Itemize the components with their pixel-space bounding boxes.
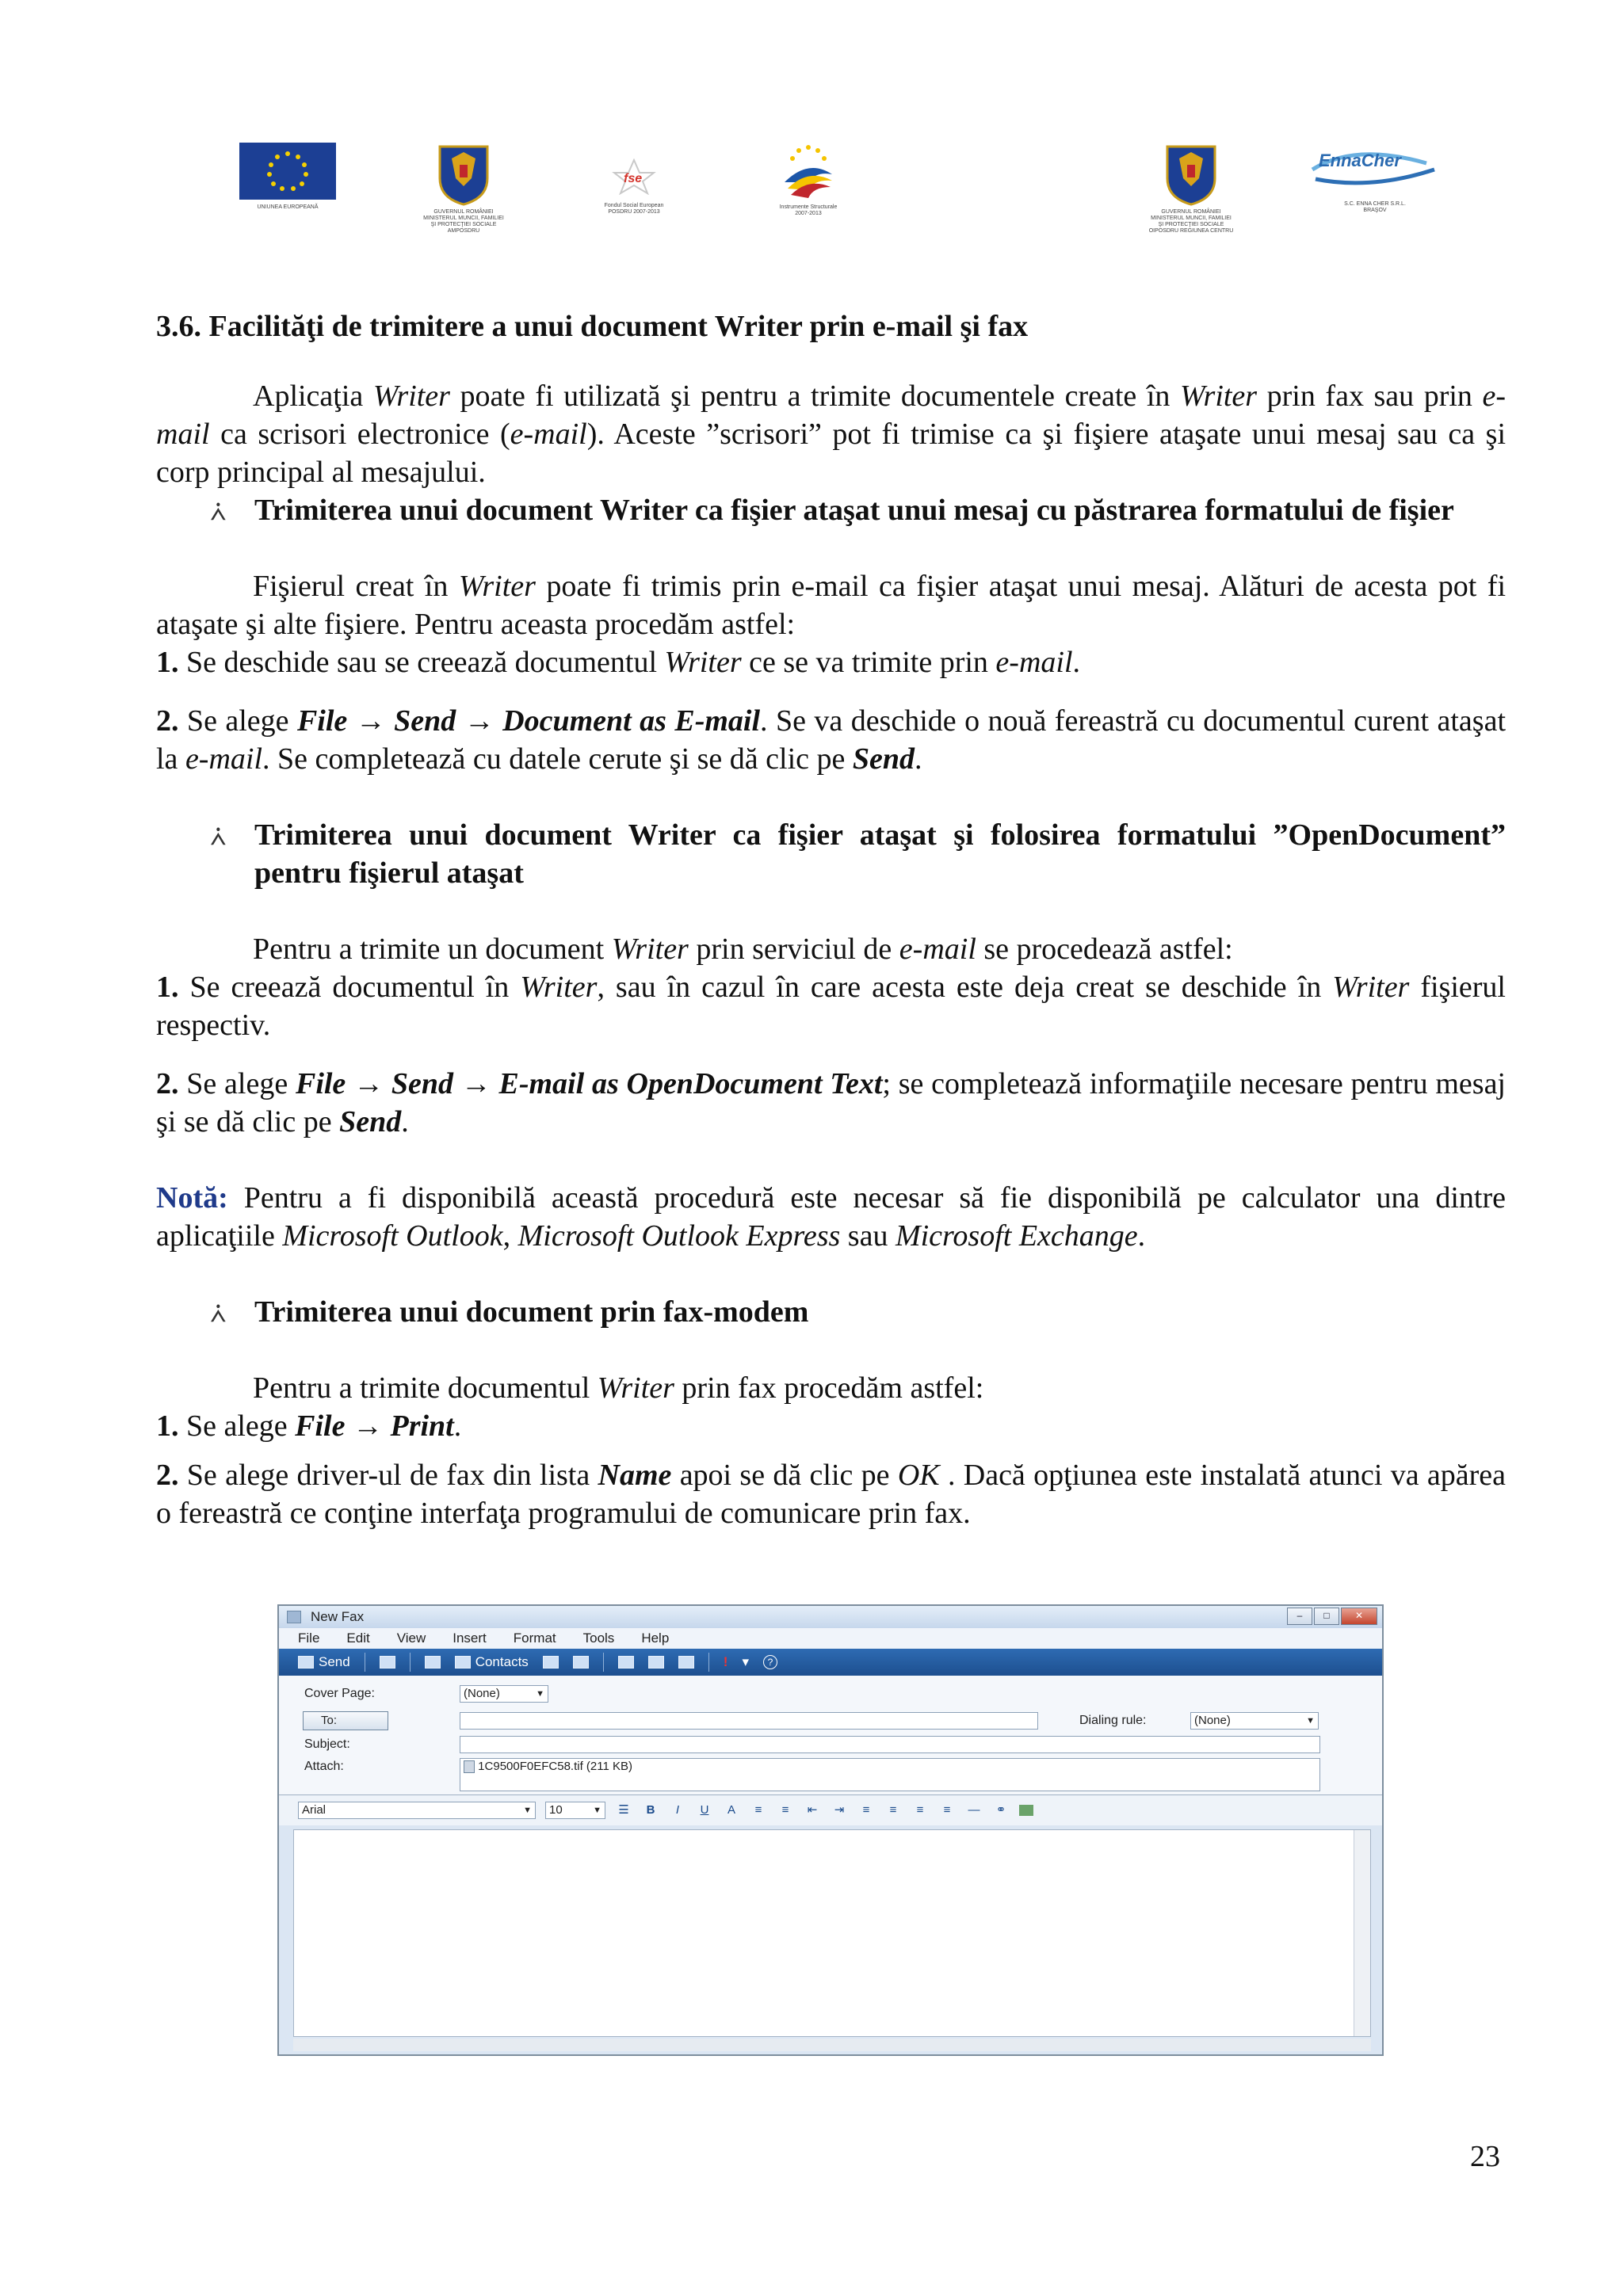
paragraph-style-icon[interactable]: ☰ xyxy=(618,1803,629,1817)
justify-icon[interactable]: ≡ xyxy=(943,1803,951,1817)
fse-caption: Fondul Social European POSDRU 2007-2013 xyxy=(604,203,664,215)
decrease-indent-icon[interactable]: ⇤ xyxy=(807,1803,818,1817)
menu-file[interactable]: File xyxy=(298,1630,320,1646)
priority-icon[interactable]: ! xyxy=(723,1654,728,1669)
file-icon xyxy=(464,1760,475,1773)
align-right-icon[interactable]: ≡ xyxy=(916,1803,924,1817)
attach-list[interactable] xyxy=(460,1758,1320,1791)
ennacher-logo xyxy=(1308,146,1442,213)
menu-help[interactable]: Help xyxy=(641,1630,670,1646)
header-logos xyxy=(230,143,1442,254)
section-heading: 3.6. Facilităţi de trimitere a unui document Writer prin e-mail şi fax xyxy=(156,310,1029,343)
bullet3-step-1: 1. Se alege File → Print. xyxy=(156,1409,462,1443)
underline-icon[interactable]: U xyxy=(700,1803,709,1817)
contacts-icon xyxy=(455,1656,471,1669)
bullet-heading-2: ⩑ Trimiterea unui document Writer ca fişier ataşat şi folosirea formatului ”OpenDocument” pentru fişierul ataşat xyxy=(210,818,1506,890)
romania-gov-logo xyxy=(423,143,504,234)
fax-window-title: New Fax xyxy=(311,1609,365,1624)
help-icon[interactable]: ? xyxy=(763,1655,777,1669)
chevron-down-icon: ▼ xyxy=(1306,1716,1315,1726)
window-controls xyxy=(1287,1608,1377,1625)
bullet-icon: ⩑ xyxy=(210,497,227,526)
bullet2-step-1: 1. Se creează documentul în Writer, sau în cazul în care acesta este deja creat se deschide în Writer fişierul respectiv. xyxy=(156,971,1506,1042)
subject-input[interactable] xyxy=(460,1736,1320,1753)
maximize-icon[interactable]: □ xyxy=(1314,1608,1339,1625)
bullet3-paragraph: Pentru a trimite documentul Writer prin fax procedăm astfel: xyxy=(253,1371,984,1405)
menu-edit[interactable]: Edit xyxy=(346,1630,370,1646)
horizontal-scrollbar[interactable] xyxy=(293,2039,1371,2051)
dropdown-icon[interactable]: ▾ xyxy=(742,1654,750,1669)
horizontal-line-icon[interactable]: — xyxy=(968,1803,980,1817)
bullet2-step-2: 2. Se alege File → Send → E-mail as OpenDocument Text; se completează informaţiile necesare pentru mesaj şi se dă clic pe Send. xyxy=(156,1067,1506,1138)
to-input[interactable] xyxy=(460,1712,1038,1730)
instrumente-structurale-logo xyxy=(777,143,840,216)
ennacher-caption: S.C. ENNA CHER S.R.L. BRAŞOV xyxy=(1344,201,1406,213)
subject-label: Subject: xyxy=(304,1737,350,1751)
italic-icon[interactable]: I xyxy=(675,1803,680,1817)
bullet-icon: ⩑ xyxy=(210,1299,227,1328)
attach-icon[interactable] xyxy=(618,1656,634,1669)
grid-icon[interactable] xyxy=(543,1656,559,1669)
fse-logo xyxy=(604,158,664,215)
attach-label: Attach: xyxy=(304,1760,344,1773)
menu-view[interactable]: View xyxy=(396,1630,426,1646)
dialing-rule-label: Dialing rule: xyxy=(1079,1714,1147,1727)
cover-page-label: Cover Page: xyxy=(304,1687,375,1700)
fax-titlebar xyxy=(279,1606,1382,1628)
contacts-button[interactable]: Contacts xyxy=(455,1654,529,1670)
menu-insert[interactable]: Insert xyxy=(453,1630,487,1646)
close-icon[interactable]: ✕ xyxy=(1341,1608,1377,1625)
svg-text:EnnaCher: EnnaCher xyxy=(1319,151,1401,170)
bullet1-step-2: 2. Se alege File → Send → Document as E-mail. Se va deschide o nouă fereastră cu documentul curent ataşat la e-mail. Se completează cu datele cerute şi se dă clic pe Send. xyxy=(156,704,1507,776)
insert-picture-icon[interactable] xyxy=(1019,1805,1033,1816)
bullet2-paragraph: Pentru a trimite un document Writer prin serviciul de e-mail se procedează astfel: xyxy=(253,933,1233,966)
bullet1-step-1: 1. Se deschide sau se creează documentul Writer ce se va trimite prin e-mail. xyxy=(156,646,1080,679)
new-fax-window-screenshot xyxy=(277,1604,1384,2056)
fax-header-form xyxy=(279,1676,1382,1795)
svg-text:fse: fse xyxy=(624,172,643,185)
coat-of-arms-icon xyxy=(436,143,491,206)
format-toolbar xyxy=(279,1795,1382,1825)
chevron-down-icon: ▼ xyxy=(523,1806,532,1815)
fax-menubar xyxy=(279,1628,1382,1649)
eu-caption: UNIUNEA EUROPEANĂ xyxy=(257,204,319,210)
bullet3-step-2: 2. Se alege driver-ul de fax din lista Name apoi se dă clic pe OK . Dacă opţiunea este instalată atunci va apărea o fereastră ce conţine interfaţa programului de comunicare prin fax. xyxy=(156,1459,1506,1530)
eu-flag-icon xyxy=(239,143,336,200)
fax-toolbar xyxy=(279,1649,1382,1676)
to-button[interactable]: To: xyxy=(303,1711,388,1730)
align-left-icon[interactable]: ≡ xyxy=(862,1803,870,1817)
insert-page-icon[interactable] xyxy=(648,1656,664,1669)
note-paragraph: Notă: Pentru a fi disponibilă această procedură este necesar să fie disponibilă pe calculator una dintre aplicaţiile Microsoft Outlook, Microsoft Outlook Express sau Microsoft Exchange. xyxy=(156,1181,1506,1253)
fax-app-icon xyxy=(287,1611,301,1623)
increase-indent-icon[interactable]: ⇥ xyxy=(834,1803,845,1817)
align-center-icon[interactable]: ≡ xyxy=(889,1803,897,1817)
dialing-rule-select[interactable]: (None) ▼ xyxy=(1190,1712,1319,1730)
send-icon xyxy=(298,1656,314,1669)
instrumente-caption: Instrumente Structurale 2007-2013 xyxy=(779,204,838,216)
chevron-down-icon: ▼ xyxy=(536,1689,544,1699)
bullet-icon: ⩑ xyxy=(210,822,227,851)
cover-page-select[interactable]: (None) ▼ xyxy=(460,1685,548,1703)
bullet-heading-3: ⩑ Trimiterea unui document prin fax-modem xyxy=(156,1293,1506,1331)
bold-icon[interactable]: B xyxy=(646,1803,655,1817)
numbered-list-icon[interactable]: ≡ xyxy=(754,1803,762,1817)
intro-paragraph: Aplicaţia Writer poate fi utilizată şi pentru a trimite documentele create în Writer prin fax sau prin e-mail ca scrisori electronice (e-mail). Aceste ”scrisori” pot fi trimise ca şi fişiere ataşate unui mesaj sau ca şi corp principal al mesajului. xyxy=(156,379,1507,489)
gov-caption-2: GUVERNUL ROMÂNIEI MINISTERUL MUNCII, FAMILIEI ŞI PROTECŢIEI SOCIALE OIPOSDRU REGIUNEA CENTRU xyxy=(1148,209,1234,234)
ennacher-icon xyxy=(1308,146,1442,193)
eu-flag-logo xyxy=(239,143,336,210)
vertical-scrollbar[interactable] xyxy=(1354,1830,1370,2036)
font-size-select[interactable]: 10 ▼ xyxy=(545,1802,605,1819)
hyperlink-icon[interactable]: ⚭ xyxy=(995,1803,1006,1817)
page-number: 23 xyxy=(1470,2140,1500,2173)
structural-instruments-icon xyxy=(777,143,840,200)
romania-gov-logo-2 xyxy=(1148,143,1234,234)
attachment-item[interactable]: 1C9500F0EFC58.tif (211 KB) xyxy=(478,1760,632,1773)
menu-format[interactable]: Format xyxy=(513,1630,556,1646)
image-icon[interactable] xyxy=(573,1656,589,1669)
send-button[interactable]: Send xyxy=(298,1654,350,1670)
scan-icon[interactable] xyxy=(425,1656,441,1669)
cover-page-icon[interactable] xyxy=(380,1656,395,1669)
gov-caption-1: GUVERNUL ROMÂNIEI MINISTERUL MUNCII, FAMILIEI ŞI PROTECŢIEI SOCIALE AMPOSDRU xyxy=(423,209,504,234)
preview-icon[interactable] xyxy=(678,1656,694,1669)
coat-of-arms-icon xyxy=(1163,143,1219,206)
fax-body-editor[interactable] xyxy=(293,1829,1371,2037)
font-color-icon[interactable]: A xyxy=(727,1803,735,1817)
bullet-heading-1: ⩑ Trimiterea unui document Writer ca fişier ataşat unui mesaj cu păstrarea formatului de fişier xyxy=(156,491,1506,529)
chevron-down-icon: ▼ xyxy=(593,1806,601,1815)
menu-tools[interactable]: Tools xyxy=(582,1630,615,1646)
font-select[interactable]: Arial ▼ xyxy=(298,1802,536,1819)
fse-icon xyxy=(606,158,662,195)
bullet1-paragraph: Fişierul creat în Writer poate fi trimis prin e-mail ca fişier ataşat unui mesaj. Alături de acesta pot fi ataşate şi alte fişiere. Pentru aceasta procedăm astfel: xyxy=(156,570,1507,641)
bullet-list-icon[interactable]: ≡ xyxy=(781,1803,789,1817)
document-body xyxy=(156,307,1506,1532)
minimize-icon[interactable]: – xyxy=(1287,1608,1312,1625)
